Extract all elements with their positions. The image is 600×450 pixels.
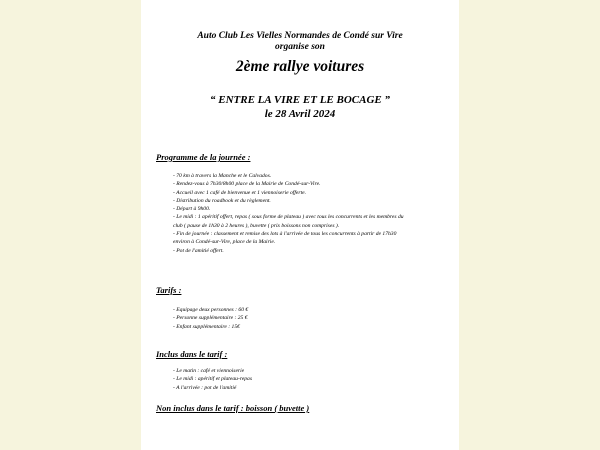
list-item: - 70 km à travers la Manche et le Calvados. bbox=[173, 173, 272, 179]
rally-title: 2ème rallye voitures bbox=[235, 58, 365, 75]
list-item: - Rendez-vous à 7h30/8h00 place de la Mairie de Condé-sur-Vire. bbox=[173, 181, 321, 188]
list-item: - Enfant supplémentaire : 15€ bbox=[173, 323, 240, 330]
list-item: - Personne supplémentaire : 25 € bbox=[173, 315, 248, 322]
list-item: - Départ à 9h00. bbox=[173, 206, 211, 213]
inclus-heading: Inclus dans le tarif : bbox=[156, 349, 228, 359]
list-item: - Le midi : apéritif et plateau-repas bbox=[173, 376, 253, 383]
list-item: - Le matin : café et viennoiserie bbox=[173, 368, 245, 374]
club-name: Auto Club Les Vielles Normandes de Condé sur Vire bbox=[197, 31, 403, 41]
list-item: - Accueil avec 1 café de bienvenue et 1 viennoiserie offerte. bbox=[173, 189, 306, 196]
organise-line: organise son bbox=[275, 42, 325, 52]
list-item: - Le midi : 1 apéritif offert, repas ( sous forme de plateau ) avec tous les concurrents et les membres du club ( pause de 1h30 à 2 heures ), buvette ( prix boissons non comprises ). bbox=[173, 214, 404, 229]
tarifs-list bbox=[173, 306, 405, 331]
programme-heading: Programme de la journée : bbox=[156, 152, 251, 162]
inclus-list bbox=[173, 367, 405, 392]
rally-date: le 28 Avril 2024 bbox=[264, 108, 336, 120]
list-item: - Fin de journée : classement et remise des lots à l'arrivée de tous les concurrents à partir de 17h30 environ à Condé-sur-Vire, place de la Mairie. bbox=[173, 231, 397, 246]
list-item: - A l'arrivée : pot de l'amitié bbox=[173, 384, 237, 391]
rally-subtitle: “ ENTRE LA VIRE ET LE BOCAGE ” bbox=[209, 94, 390, 106]
tarifs-heading: Tarifs : bbox=[156, 285, 182, 295]
list-item: - Equipage deux personnes : 60 € bbox=[173, 307, 249, 313]
document-page bbox=[141, 0, 459, 450]
list-item: - Distribution du roadbook et du règlement. bbox=[173, 197, 271, 204]
programme-list bbox=[173, 172, 405, 255]
non-inclus-heading: Non inclus dans le tarif : boisson ( buvette ) bbox=[156, 403, 310, 413]
list-item: - Pot de l'amitié offert. bbox=[173, 247, 224, 254]
